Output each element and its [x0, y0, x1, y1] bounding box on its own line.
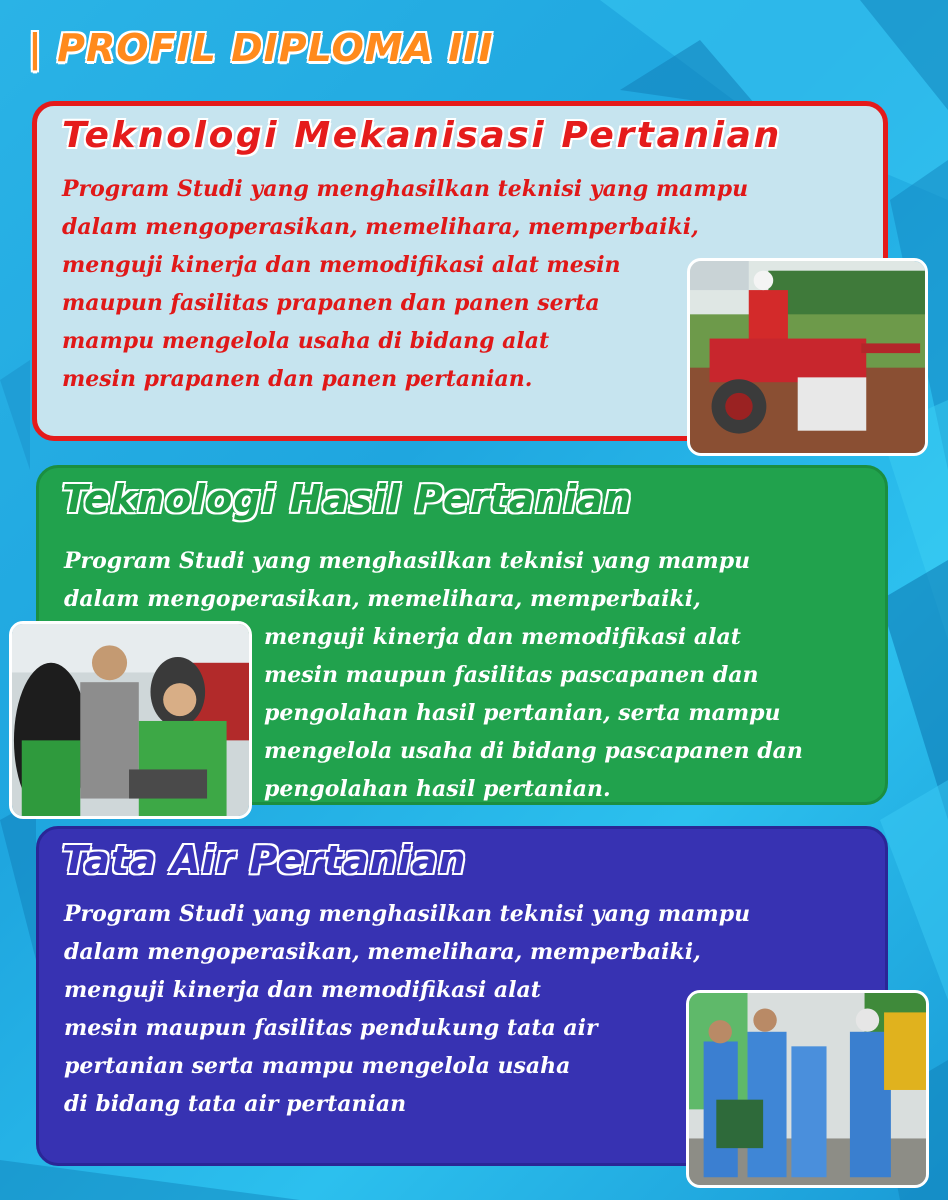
program-description-line: maupun fasilitas prapanen dan panen serta	[62, 290, 600, 316]
program-description-line: mesin maupun fasilitas pascapanen dan	[264, 662, 759, 688]
program-description-line: dalam mengoperasikan, memelihara, memperbaiki,	[64, 586, 701, 612]
program-description-line: mesin maupun fasilitas pendukung tata air	[64, 1015, 598, 1041]
program-description-line: mesin prapanen dan panen pertanian.	[62, 366, 533, 392]
program-description-line: Program Studi yang menghasilkan teknisi yang mampu	[64, 901, 751, 927]
program-description-line: dalam mengoperasikan, memelihara, memperbaiki,	[62, 214, 699, 240]
program-description-line: menguji kinerja dan memodifikasi alat	[64, 977, 541, 1003]
program-description-line: menguji kinerja dan memodifikasi alat mesin	[62, 252, 621, 278]
program-description-line: pertanian serta mampu mengelola usaha	[64, 1053, 571, 1079]
program-description-line: mampu mengelola usaha di bidang alat	[62, 328, 550, 354]
program-title: Tata Air Pertanian	[62, 838, 467, 882]
program-description-line: mengelola usaha di bidang pascapanen dan	[264, 738, 803, 764]
program-description-line: pengolahan hasil pertanian, serta mampu	[264, 700, 781, 726]
program-description-line: di bidang tata air pertanian	[64, 1091, 407, 1117]
photo-workshop-students	[9, 621, 252, 819]
program-description-line: menguji kinerja dan memodifikasi alat	[264, 624, 741, 650]
photo-tractor-operator	[687, 258, 928, 456]
program-title: Teknologi Mekanisasi Pertanian	[62, 115, 782, 156]
program-description-line: pengolahan hasil pertanian.	[264, 776, 611, 802]
page-title: | PROFIL DIPLOMA III	[28, 26, 494, 70]
program-description-line: Program Studi yang menghasilkan teknisi yang mampu	[64, 548, 751, 574]
photo-pump-training	[686, 990, 929, 1188]
program-description-line: Program Studi yang menghasilkan teknisi yang mampu	[62, 176, 749, 202]
program-title: Teknologi Hasil Pertanian	[62, 477, 633, 521]
program-description-line: dalam mengoperasikan, memelihara, memperbaiki,	[64, 939, 701, 965]
